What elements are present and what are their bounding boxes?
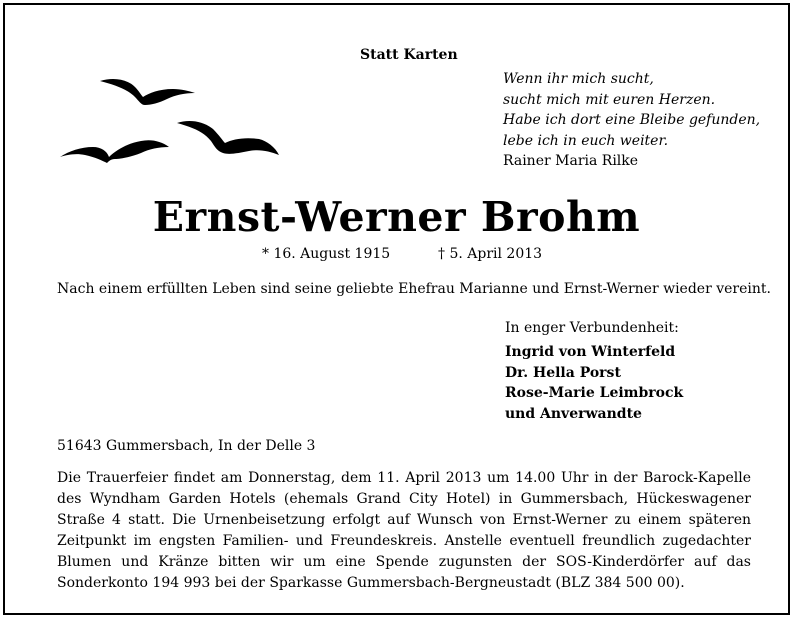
statt-karten-heading: Statt Karten (360, 47, 458, 63)
bird-middle-icon (177, 121, 279, 155)
poem (503, 69, 760, 172)
reunion-text: Nach einem erfüllten Leben sind seine geliebte Ehefrau Marianne und Ernst-Werner wieder vereint. (57, 281, 771, 297)
mourners-block (505, 320, 683, 424)
poem-line: lebe ich in euch weiter. (503, 132, 669, 149)
poem-line: Habe ich dort eine Bleibe gefunden, (503, 112, 761, 128)
birth-date: * 16. August 1915 (262, 246, 391, 262)
mourner-name: Ingrid von Winterfeld (505, 344, 676, 360)
mourners-intro: In enger Verbundenheit: (505, 320, 679, 336)
address: 51643 Gummersbach, In der Delle 3 (57, 438, 316, 454)
deceased-name: Ernst-Werner Brohm (152, 193, 641, 241)
mourner-name: Dr. Hella Porst (505, 364, 621, 381)
mourner-name: und Anverwandte (505, 405, 642, 422)
mourner-name: Rose-Marie Leimbrock (505, 385, 684, 401)
bird-top-icon (100, 79, 195, 105)
obituary-notice (3, 3, 790, 615)
poem-line: Wenn ihr mich sucht, (503, 71, 654, 87)
birds-silhouette-icon (55, 71, 285, 171)
poem-author: Rainer Maria Rilke (503, 153, 639, 169)
death-date: † 5. April 2013 (438, 246, 543, 262)
funeral-details: Die Trauerfeier findet am Donnerstag, dem 11. April 2013 um 14.00 Uhr in der Barock-Kapelle des Wyndham Garden Hotels (ehemals Grand City Hotel) in Gummersbach, Hückeswagener Straße 4 statt. Die Urnenbeisetzung erfolgt auf Wunsch von Ernst-Werner zu einem späteren Zeitpunkt im engsten Familien- und Freundeskreis. Anstelle eventuell freundlich zugedachter Blumen und Kränze bitten wir um eine Spende zugunsten der SOS-Kinderdörfer auf das Sonderkonto 194 993 bei der Sparkasse Gummersbach-Bergneustadt (BLZ 384 500 00). (57, 470, 751, 591)
bird-bottom-icon (60, 140, 169, 163)
poem-line: sucht mich mit euren Herzen. (503, 91, 716, 108)
